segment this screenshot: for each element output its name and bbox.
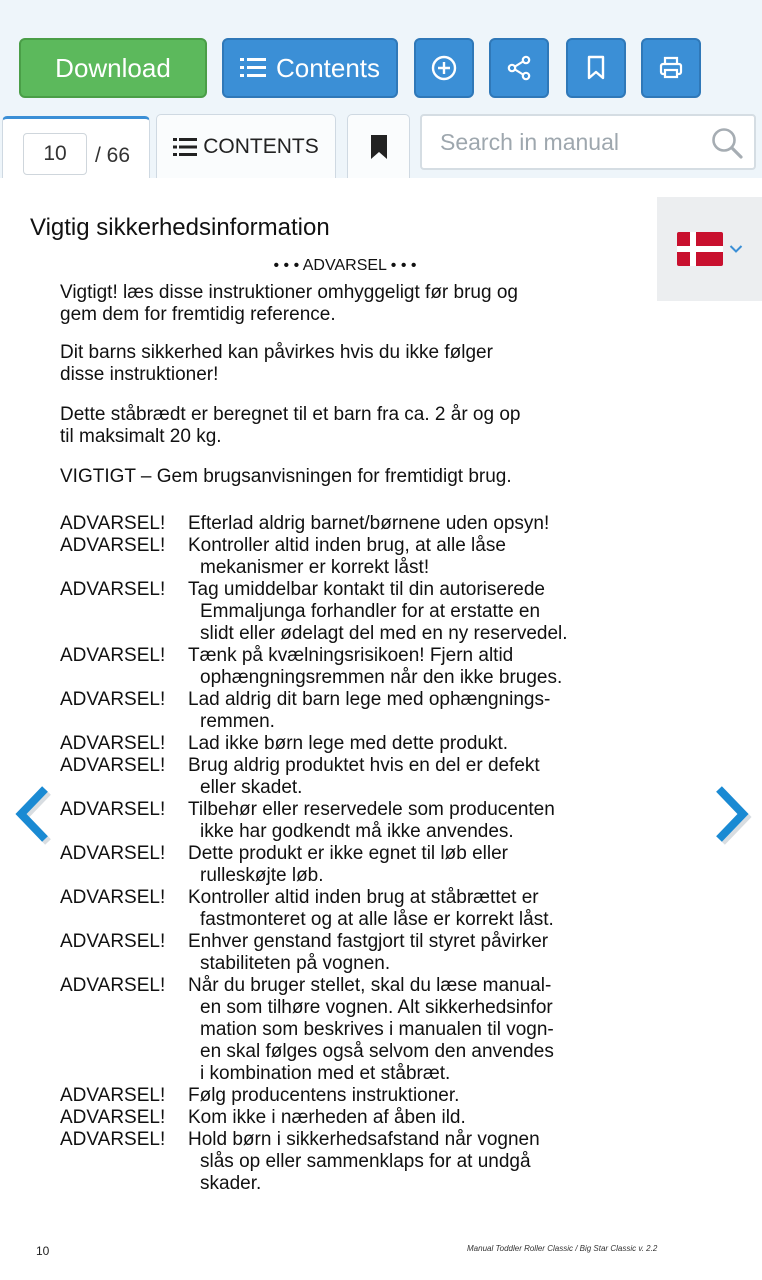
warning-label: ADVARSEL! bbox=[60, 1085, 166, 1106]
warning-label: ADVARSEL! bbox=[60, 645, 166, 666]
warning-label: ADVARSEL! bbox=[60, 689, 166, 710]
warning-first-line bbox=[60, 975, 568, 997]
warning-continuation-line: fastmonteret og at alle låse er korrekt låst. bbox=[200, 909, 554, 930]
warning-continuation-line: ophængningsremmen når den ikke bruges. bbox=[200, 667, 563, 688]
warning-text: Kontroller altid inden brug at ståbrættet er bbox=[188, 887, 539, 908]
warning-text: Tag umiddelbar kontakt til din autoriserede bbox=[188, 579, 545, 600]
footer-note: Manual Toddler Roller Classic / Big Star Classic v. 2.2 bbox=[467, 1244, 658, 1253]
search-box bbox=[420, 114, 756, 170]
contents-label: Contents bbox=[275, 52, 381, 83]
warning-continuation-line: mekanismer er korrekt låst! bbox=[200, 557, 430, 578]
tab-bookmarks[interactable] bbox=[347, 114, 410, 178]
warning-first-line bbox=[60, 799, 568, 821]
warning-text: Efterlad aldrig barnet/børnene uden opsyn! bbox=[188, 513, 550, 534]
warning-text: Tilbehør eller reservedele som producenten bbox=[188, 799, 555, 820]
warning-continuation-line: slidt eller ødelagt del med en ny reservedel. bbox=[200, 623, 568, 644]
warning-first-line bbox=[60, 535, 568, 557]
next-page-arrow-icon[interactable] bbox=[712, 783, 752, 845]
search-icon[interactable] bbox=[710, 126, 744, 160]
warning-text: Brug aldrig produktet hvis en del er defekt bbox=[188, 755, 540, 776]
chevron-down-icon bbox=[729, 244, 743, 254]
warning-text: Dette produkt er ikke egnet til løb eller bbox=[188, 843, 508, 864]
warning-item bbox=[60, 843, 568, 887]
warning-continuation-line: slås op eller sammenklaps for at undgå bbox=[200, 1151, 531, 1172]
warning-first-line bbox=[60, 755, 568, 777]
download-button[interactable] bbox=[19, 38, 207, 98]
warning-first-line bbox=[60, 579, 568, 601]
warning-item bbox=[60, 645, 568, 689]
bookmark-button[interactable] bbox=[566, 38, 626, 98]
warning-label: ADVARSEL! bbox=[60, 931, 166, 952]
warning-heading: • • • ADVARSEL • • • bbox=[273, 257, 417, 274]
warning-continuation-line: ikke har godkendt må ikke anvendes. bbox=[200, 821, 514, 842]
warning-item bbox=[60, 887, 568, 931]
warning-first-line bbox=[60, 931, 568, 953]
paragraph bbox=[60, 404, 520, 448]
bookmark-icon bbox=[585, 55, 607, 81]
plus-circle-icon bbox=[431, 55, 457, 81]
warning-item bbox=[60, 975, 568, 1085]
previous-page-arrow-icon[interactable] bbox=[12, 783, 52, 845]
warning-item bbox=[60, 1107, 568, 1129]
warning-text: Kom ikke i nærheden af åben ild. bbox=[188, 1107, 466, 1128]
warning-text: Hold børn i sikkerhedsafstand når vognen bbox=[188, 1129, 540, 1150]
page-title: Vigtig sikkerhedsinformation bbox=[30, 214, 330, 241]
warning-label: ADVARSEL! bbox=[60, 755, 166, 776]
warning-continuation-line: en skal følges også selvom den anvendes bbox=[200, 1041, 554, 1062]
tab-contents-label: CONTENTS bbox=[203, 134, 319, 158]
warning-label: ADVARSEL! bbox=[60, 513, 166, 534]
warning-label: ADVARSEL! bbox=[60, 1107, 166, 1128]
download-label: Download bbox=[55, 52, 171, 83]
toolbar bbox=[0, 0, 762, 112]
warning-first-line bbox=[60, 645, 568, 667]
warning-continuation-line: stabiliteten på vognen. bbox=[200, 953, 391, 974]
paragraph bbox=[60, 342, 493, 386]
share-button[interactable] bbox=[489, 38, 549, 98]
paragraph-line: til maksimalt 20 kg. bbox=[60, 426, 222, 447]
paragraph-line: VIGTIGT – Gem brugsanvisningen for fremtidigt brug. bbox=[60, 466, 512, 487]
warning-first-line bbox=[60, 1085, 568, 1107]
share-icon bbox=[506, 55, 532, 81]
warning-label: ADVARSEL! bbox=[60, 887, 166, 908]
search-input[interactable] bbox=[440, 124, 710, 160]
warning-item bbox=[60, 535, 568, 579]
warning-item bbox=[60, 1085, 568, 1107]
warning-text: Følg producentens instruktioner. bbox=[188, 1085, 460, 1106]
warning-text: Lad aldrig dit barn lege med ophængnings- bbox=[188, 689, 551, 710]
page-total: / 66 bbox=[95, 144, 131, 167]
document-page bbox=[0, 178, 762, 1280]
denmark-flag-icon bbox=[677, 232, 723, 266]
warning-item bbox=[60, 733, 568, 755]
warning-first-line bbox=[60, 887, 568, 909]
warning-continuation-line: skader. bbox=[200, 1173, 262, 1194]
warning-label: ADVARSEL! bbox=[60, 1129, 166, 1150]
warning-continuation-line: rulleskøjte løb. bbox=[200, 865, 324, 886]
warning-item bbox=[60, 799, 568, 843]
warning-text: Enhver genstand fastgjort til styret påvirker bbox=[188, 931, 549, 952]
footer-page-number: 10 bbox=[36, 1244, 50, 1258]
warning-item bbox=[60, 1129, 568, 1195]
list-icon bbox=[240, 57, 266, 79]
warning-continuation-line: i kombination med et ståbræt. bbox=[200, 1063, 451, 1084]
tab-page[interactable] bbox=[2, 116, 150, 178]
warning-list bbox=[60, 513, 568, 1195]
warning-item bbox=[60, 755, 568, 799]
paragraph bbox=[60, 282, 518, 326]
warning-first-line bbox=[60, 1129, 568, 1151]
warning-label: ADVARSEL! bbox=[60, 733, 166, 754]
warning-text: Når du bruger stellet, skal du læse manual- bbox=[188, 975, 552, 996]
tab-row bbox=[0, 112, 762, 178]
list-icon bbox=[173, 137, 197, 157]
warning-continuation-line: Emmaljunga forhandler for at erstatte en bbox=[200, 601, 541, 622]
paragraph-line: Vigtigt! læs disse instruktioner omhyggeligt før brug og bbox=[60, 282, 518, 303]
tab-contents[interactable] bbox=[156, 114, 336, 178]
paragraph-line: gem dem for fremtidig reference. bbox=[60, 304, 336, 325]
warning-label: ADVARSEL! bbox=[60, 799, 166, 820]
paragraph-line: Dette ståbrædt er beregnet til et barn fra ca. 2 år og op bbox=[60, 404, 521, 425]
warning-label: ADVARSEL! bbox=[60, 975, 166, 996]
bookmark-icon bbox=[369, 134, 389, 160]
warning-text: Lad ikke børn lege med dette produkt. bbox=[188, 733, 509, 754]
print-icon bbox=[658, 55, 684, 81]
paragraph-line: Dit barns sikkerhed kan påvirkes hvis du ikke følger bbox=[60, 342, 493, 363]
warning-first-line bbox=[60, 733, 568, 755]
warning-first-line bbox=[60, 513, 568, 535]
warning-item bbox=[60, 689, 568, 733]
paragraph bbox=[60, 466, 512, 488]
warning-first-line bbox=[60, 689, 568, 711]
warning-first-line bbox=[60, 843, 568, 865]
warning-continuation-line: remmen. bbox=[200, 711, 275, 732]
warning-text: Tænk på kvælningsrisikoen! Fjern altid bbox=[188, 645, 514, 666]
warning-item bbox=[60, 579, 568, 645]
warning-label: ADVARSEL! bbox=[60, 535, 166, 556]
contents-button[interactable] bbox=[222, 38, 398, 98]
warning-item bbox=[60, 931, 568, 975]
warning-first-line bbox=[60, 1107, 568, 1129]
warning-continuation-line: eller skadet. bbox=[200, 777, 303, 798]
warning-label: ADVARSEL! bbox=[60, 579, 166, 600]
warning-continuation-line: en som tilhøre vognen. Alt sikkerhedsinfor bbox=[200, 997, 553, 1018]
warning-item bbox=[60, 513, 568, 535]
warning-text: Kontroller altid inden brug, at alle låse bbox=[188, 535, 506, 556]
warning-continuation-line: mation som beskrives i manualen til vogn- bbox=[200, 1019, 554, 1040]
page-number-input[interactable] bbox=[23, 133, 87, 175]
warning-label: ADVARSEL! bbox=[60, 843, 166, 864]
add-button[interactable] bbox=[414, 38, 474, 98]
paragraph-line: disse instruktioner! bbox=[60, 364, 219, 385]
print-button[interactable] bbox=[641, 38, 701, 98]
language-selector[interactable] bbox=[657, 197, 762, 301]
